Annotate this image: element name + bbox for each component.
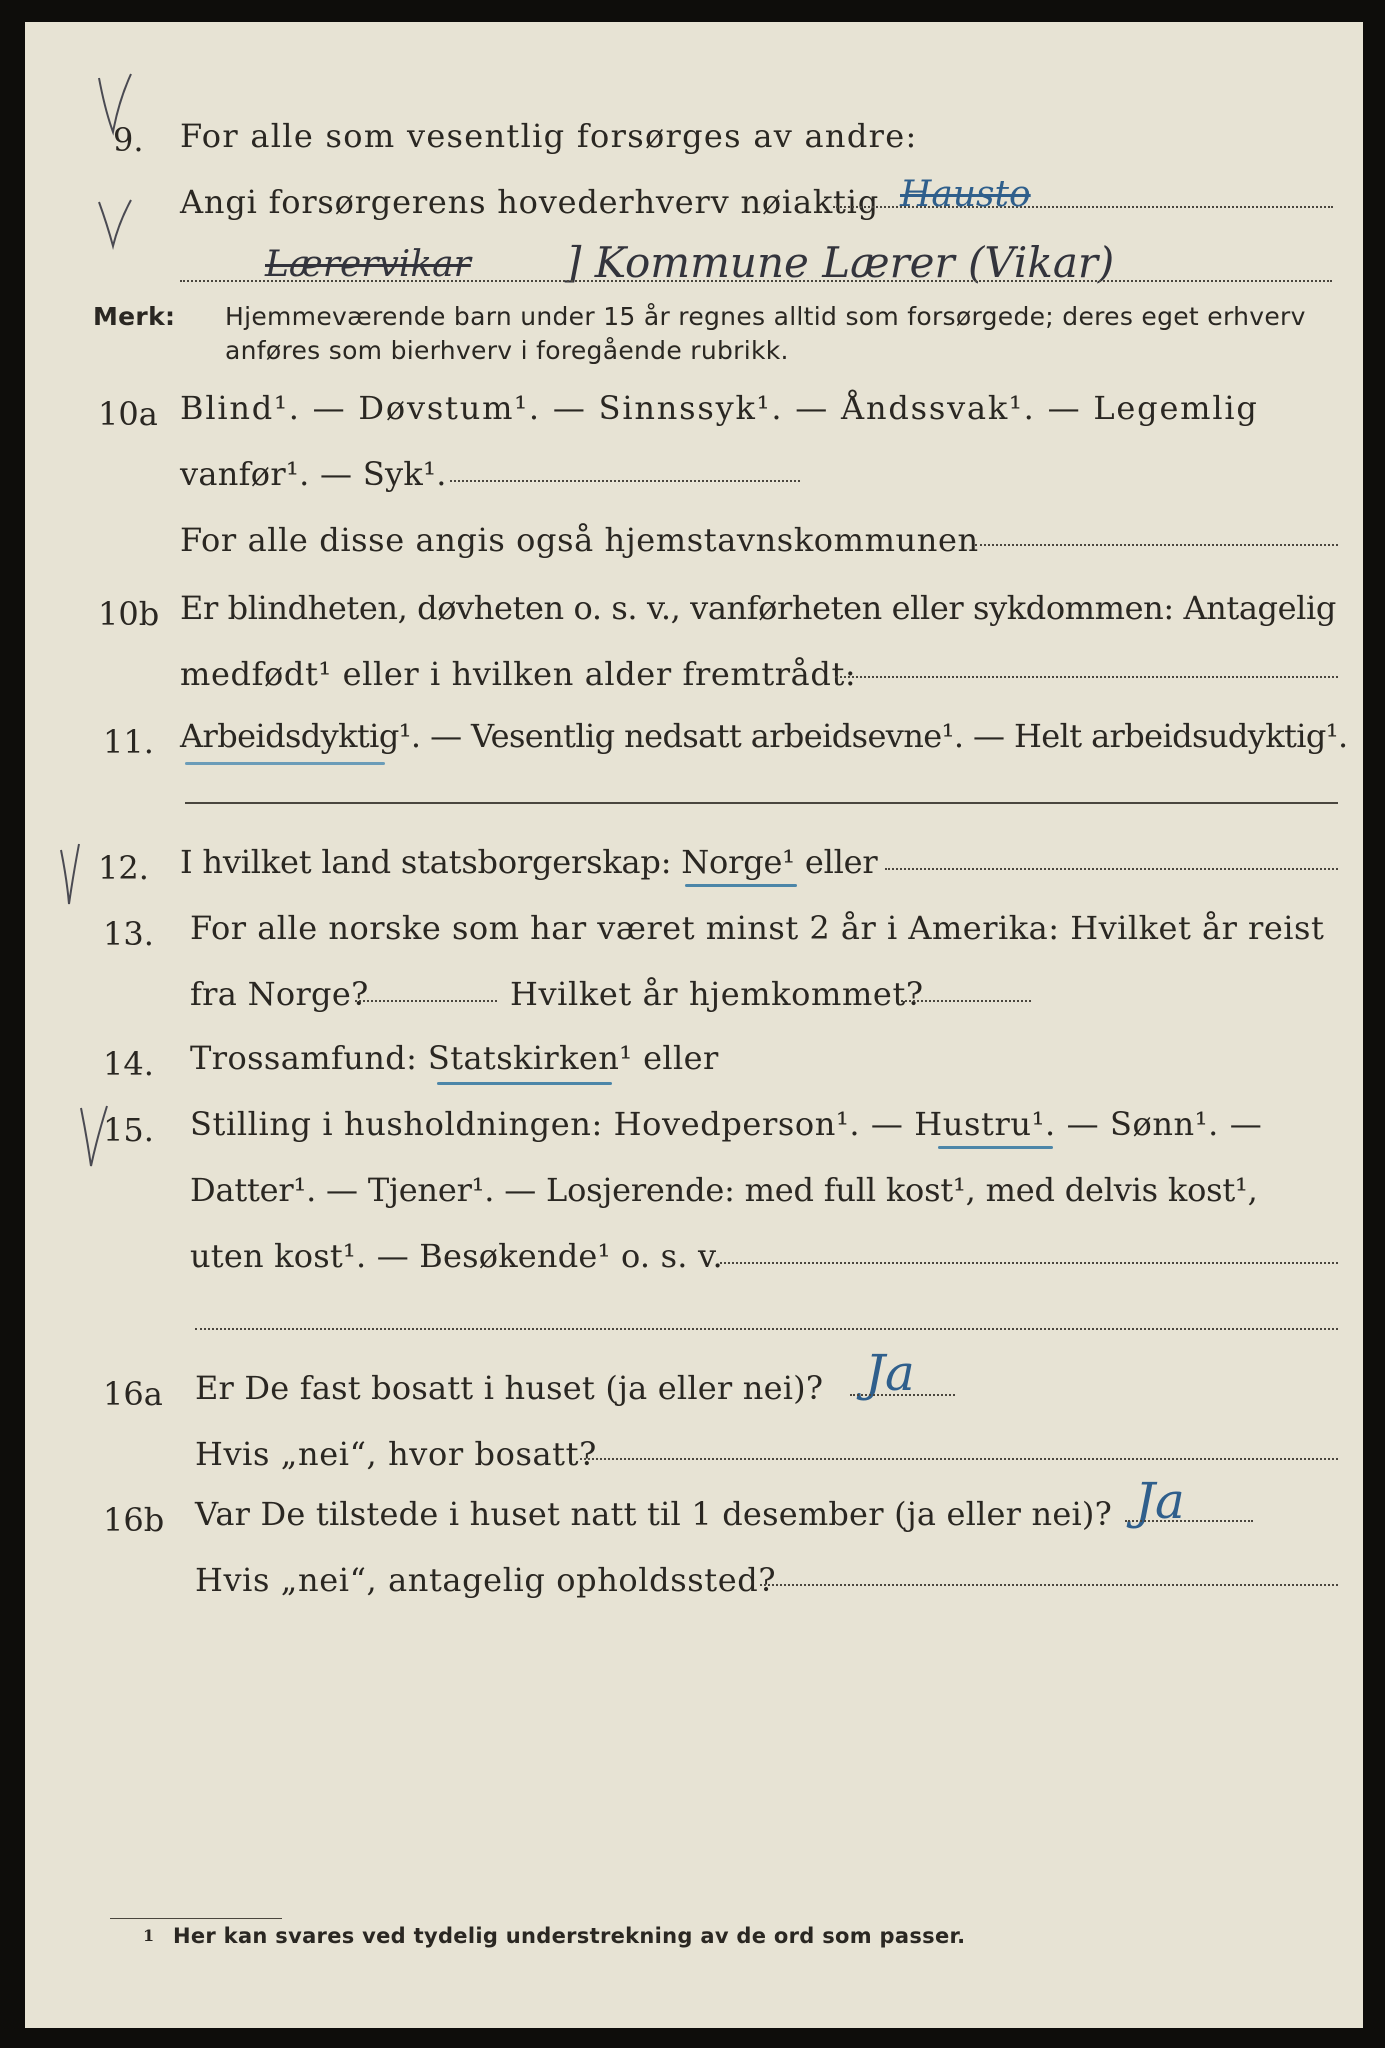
q14-statskirken-underline (437, 1082, 612, 1085)
footnote-marker: 1 (143, 1926, 155, 1945)
q16b-handwritten-answer: Ja (1135, 1472, 1185, 1530)
check-mark-q9-b (97, 194, 137, 254)
q16b-line1: Var De tilstede i huset natt til 1 desember (ja eller nei)? (195, 1495, 1112, 1533)
q15-line3: uten kost¹. — Besøkende¹ o. s. v. (190, 1237, 723, 1275)
q9-struck-answer-2: Lærervikar (265, 244, 471, 285)
footnote-rule (110, 1918, 282, 1919)
q16a-residence-line (580, 1458, 1338, 1460)
q13-line2a: fra Norge? (190, 975, 369, 1013)
q9-struck-answer-1: Hausto (900, 174, 1031, 215)
q10b-number: 10b (98, 595, 160, 633)
merk-label: Merk: (93, 302, 176, 331)
merk-line1: Hjemmeværende barn under 15 år regnes alltid som forsørgede; deres eget erhverv (225, 302, 1306, 331)
q16a-line2: Hvis „nei“, hvor bosatt? (195, 1435, 597, 1473)
q12-norge-underline (685, 884, 797, 887)
q10a-line2: vanfør¹. — Syk¹. (180, 455, 447, 493)
q13-line2b: Hvilket år hjemkommet? (510, 975, 924, 1013)
q16a-answer-line (850, 1394, 955, 1396)
q11-number: 11. (103, 723, 154, 761)
q16a-line1: Er De fast bosatt i huset (ja eller nei)? (195, 1369, 824, 1407)
q10b-answer-line (835, 676, 1338, 678)
q9-number: 9. (113, 121, 144, 159)
q16a-number: 16a (103, 1375, 163, 1413)
merk-line2: anføres som bierhverv i foregående rubrikk. (225, 336, 789, 365)
q10a-number: 10a (98, 395, 158, 433)
q11-line1: Arbeidsdyktig¹. — Vesentlig nedsatt arbeidsevne¹. — Helt arbeidsudyktig¹. (180, 717, 1348, 755)
q11-pencil-underline (185, 762, 385, 765)
q10a-home-municipality-line (975, 544, 1338, 546)
q10a-line3: For alle disse angis også hjemstavnskommunen (180, 521, 979, 559)
q16b-line2: Hvis „nei“, antagelig opholdssted? (195, 1561, 777, 1599)
q10a-line1: Blind¹. — Døvstum¹. — Sinnssyk¹. — Åndssvak¹. — Legemlig (180, 389, 1259, 427)
q12-number: 12. (98, 849, 149, 887)
q16b-answer-line (1125, 1520, 1253, 1522)
q15-hustru-underline (938, 1146, 1053, 1149)
q13-year-left-line (355, 1000, 497, 1002)
census-form-page (25, 22, 1363, 2028)
q13-line1: For alle norske som har været minst 2 år i Amerika: Hvilket år reist (190, 909, 1325, 947)
q12-line1: I hvilket land statsborgerskap: Norge¹ eller (180, 843, 878, 881)
q15-answer-line-1 (720, 1262, 1338, 1264)
q16a-handwritten-answer: Ja (865, 1344, 915, 1402)
q10b-line2: medfødt¹ eller i hvilken alder fremtrådt: (180, 655, 857, 693)
q13-number: 13. (103, 915, 154, 953)
q15-answer-line-2 (195, 1328, 1338, 1330)
q14-line1: Trossamfund: Statskirken¹ eller (190, 1039, 719, 1077)
q10a-answer-line (450, 480, 800, 482)
q9-answer-line-2 (180, 280, 1332, 282)
q12-answer-line (885, 868, 1338, 870)
check-mark-q12 (57, 840, 87, 910)
q9-line2: Angi forsørgerens hovederhverv nøiaktig (180, 183, 879, 221)
q15-number: 15. (103, 1111, 154, 1149)
q9-line1: For alle som vesentlig forsørges av andre: (180, 117, 918, 155)
q14-number: 14. (103, 1045, 154, 1083)
q15-line2: Datter¹. — Tjener¹. — Losjerende: med full kost¹, med delvis kost¹, (190, 1171, 1258, 1209)
q16b-number: 16b (103, 1501, 165, 1539)
q13-year-returned-line (901, 1000, 1031, 1002)
q16b-whereabouts-line (760, 1584, 1338, 1586)
q10b-line1: Er blindheten, døvheten o. s. v., vanførheten eller sykdommen: Antagelig (180, 589, 1336, 627)
footnote-text: Her kan svares ved tydelig understrekning av de ord som passer. (173, 1924, 966, 1948)
q15-line1: Stilling i husholdningen: Hovedperson¹. — Hustru¹. — Sønn¹. — (190, 1105, 1263, 1143)
q11-answer-line (185, 802, 1338, 804)
q9-handwritten-answer: ] Kommune Lærer (Vikar) (565, 238, 1115, 287)
